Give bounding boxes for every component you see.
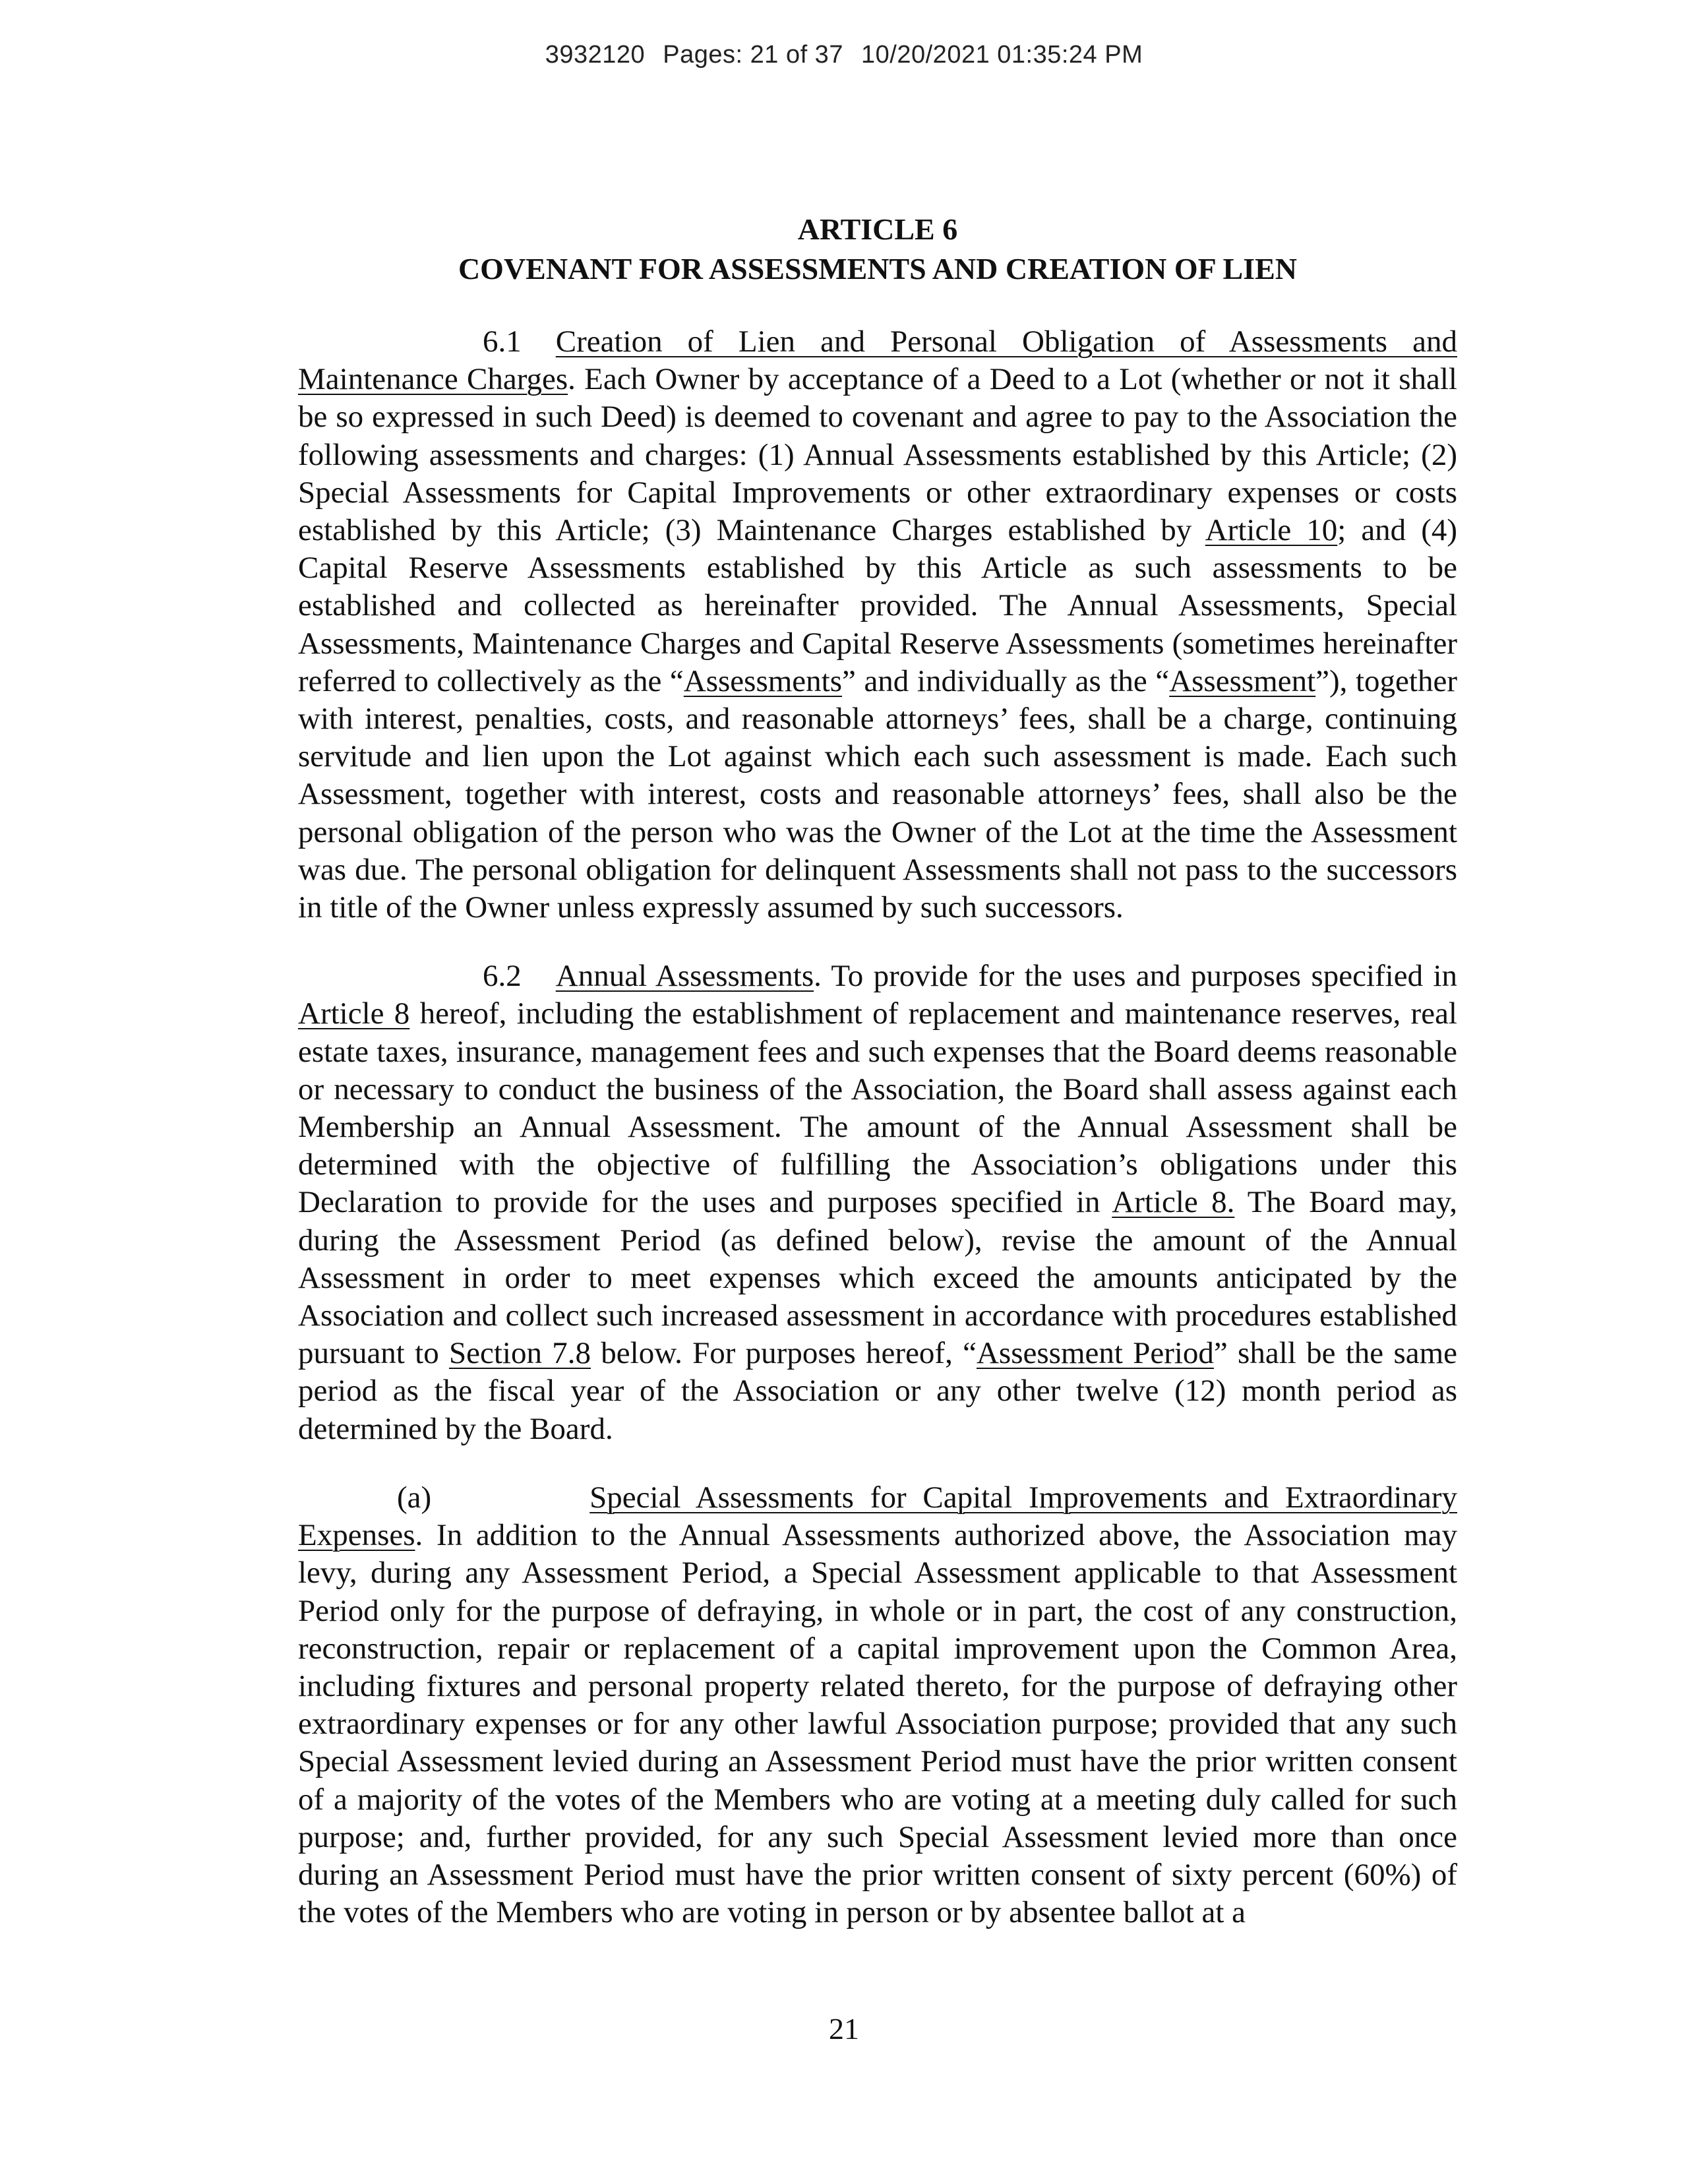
page-number: 21 [829,2012,859,2046]
section-text: ” and individually as the “ [842,663,1170,698]
section-6-2 [298,957,1457,1448]
subsection-letter: (a) [397,1480,432,1515]
section-text: . To provide for the uses and purposes specified in [814,959,1458,994]
section-heading: Annual Assessments [555,959,814,994]
cross-reference-article-8: Article 8. [1112,1185,1235,1220]
section-6-1 [298,323,1457,926]
cross-reference-article-8: Article 8 [298,996,410,1031]
article-title: COVENANT FOR ASSESSMENTS AND CREATION OF LIEN [458,252,1298,286]
section-text: ”), together with interest, penalties, costs, and reasonable attorneys’ fees, shall be a charge, continuing servitude and lien upon the Lot against which each such assessment is made. Each such Assessment, together with interest, costs and reasonable attorneys’ fees, shall also be the personal obligation of the person who was the Owner of the Lot at the time the Assessment was due. The personal obligation for delinquent Assessments shall not pass to the successors in title of the Owner unless expressly assumed by such successors. [298,663,1457,925]
document-id: 3932120 [545,41,646,69]
document-body [298,210,1457,1931]
section-number: 6.1 [483,324,522,359]
section-text: The Board may, during the Assessment Period (as defined below), revise the amount of the Annual Assessment in order to meet expenses which exceed the amounts anticipated by the Association and collect such increased assessment in accordance with procedures established pursuant to [298,1185,1457,1371]
page-count: Pages: 21 of 37 [663,41,843,69]
recording-stamp [0,41,1688,69]
section-number: 6.2 [483,959,522,994]
section-text: below. For purposes hereof, “ [591,1336,977,1371]
subsection-heading: Special Assessments for Capital Improvements and Extraordinary Expenses [298,1480,1457,1553]
defined-term-assessment: Assessment [1169,663,1316,698]
section-6-2-a [298,1479,1457,1931]
cross-reference-section-7-8: Section 7.8 [448,1336,591,1371]
article-heading [298,210,1457,289]
section-text: ; and (4) Capital Reserve Assessments established by this Article as such assessments to be established and collected as hereinafter provided. The Annual Assessments, Special Assessments, Maintenance Charges and Capital Reserve Assessments (sometimes hereinafter referred to collectively as the “ [298,513,1457,698]
defined-term-assessments: Assessments [683,663,843,698]
section-text: . Each Owner by acceptance of a Deed to a Lot (whether or not it shall be so expressed in such Deed) is deemed to covenant and agree to pay to the Association the following assessments and charges: (1) Annual Assessments established by this Article; (2) Special Assessments for Capital Improvements or other extraordinary expenses or costs established by this Article; (3) Maintenance Charges established by [298,362,1457,548]
article-number: ARTICLE 6 [797,212,958,246]
defined-term-assessment-period: Assessment Period [976,1336,1214,1371]
cross-reference-article-10: Article 10 [1205,513,1338,548]
section-heading: Creation of Lien and Personal Obligation of Assessments and Maintenance Charges [298,324,1457,397]
section-text: ” shall be the same period as the fiscal year of the Association or any other twelve (12) month period as determined by the Board. [298,1336,1458,1446]
section-text: . In addition to the Annual Assessments authorized above, the Association may levy, during any Assessment Period, a Special Assessment applicable to that Assessment Period only for the purpose of defraying, in whole or in part, the cost of any construction, reconstruction, repair or replacement of a capital improvement upon the Common Area, including fixtures and personal property related thereto, for the purpose of defraying other extraordinary expenses or for any other lawful Association purpose; provided that any such Special Assessment levied during an Assessment Period must have the prior written consent of a majority of the votes of the Members who are voting at a meeting duly called for such purpose; and, further provided, for any such Special Assessment levied more than once during an Assessment Period must have the prior written consent of sixty percent (60%) of the votes of the Members who are voting in person or by absentee ballot at a [298,1518,1457,1930]
section-text: hereof, including the establishment of replacement and maintenance reserves, real estate taxes, insurance, management fees and such expenses that the Board deems reasonable or necessary to conduct the business of the Association, the Board shall assess against each Membership an Annual Assessment. The amount of the Annual Assessment shall be determined with the objective of fulfilling the Association’s obligations under this Declaration to provide for the uses and purposes specified in [298,996,1457,1220]
record-timestamp: 10/20/2021 01:35:24 PM [861,41,1143,69]
